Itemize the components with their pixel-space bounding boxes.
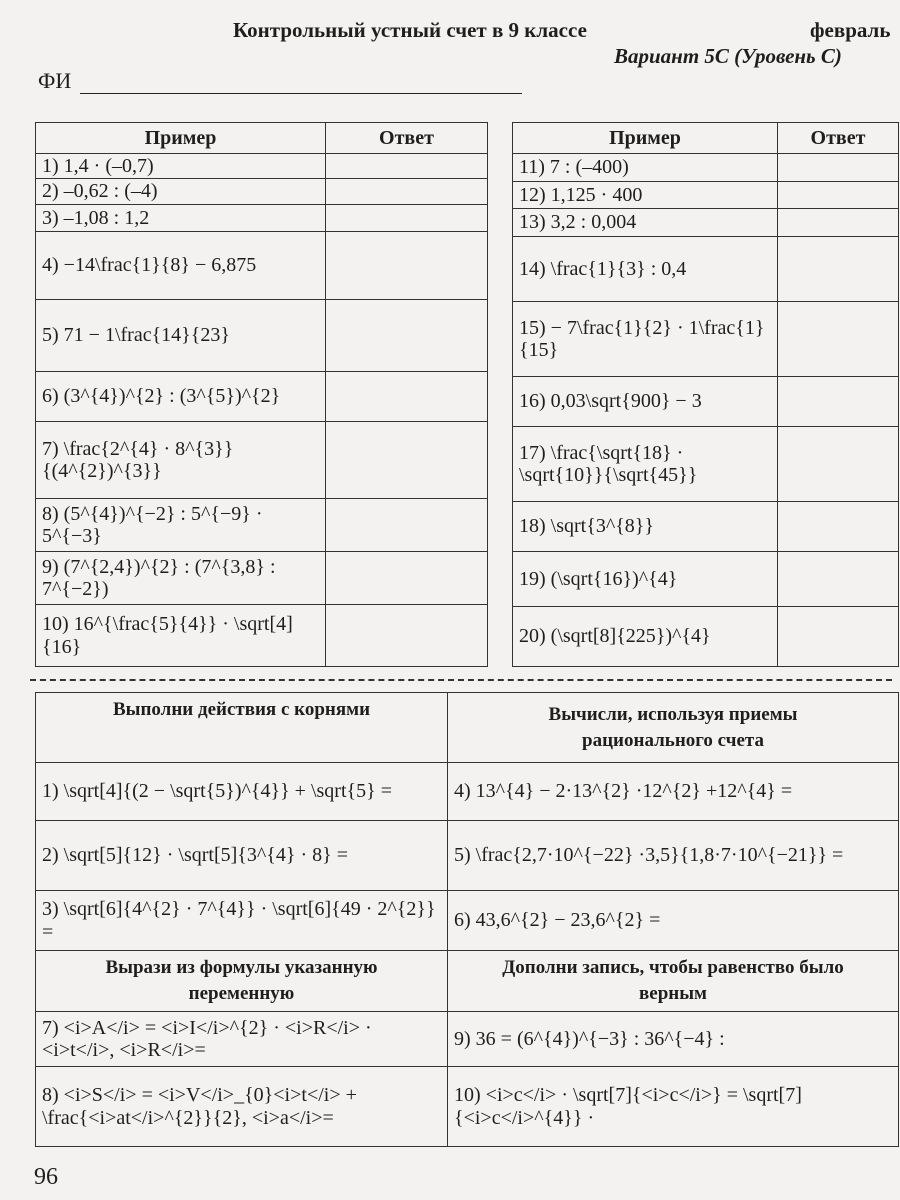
task: 1) \sqrt[4]{(2 − \sqrt{5})^{4}} + \sqrt{5} = bbox=[36, 763, 448, 821]
example: 5) 71 − 1\frac{14}{23} bbox=[36, 300, 326, 372]
answer-cell[interactable] bbox=[778, 209, 899, 237]
task: 9) 36 = (6^{4})^{−3} : 36^{−4} : bbox=[448, 1012, 899, 1067]
example: 2) –0,62 : (–4) bbox=[36, 179, 326, 205]
answer-cell[interactable] bbox=[778, 502, 899, 552]
tasks-table bbox=[35, 692, 899, 1147]
page-number: 96 bbox=[34, 1164, 58, 1190]
task: 5) \frac{2,7·10^{−22} ·3,5}{1,8·7·10^{−21}} = bbox=[448, 821, 899, 891]
answer-cell[interactable] bbox=[778, 607, 899, 667]
answer-cell[interactable] bbox=[326, 179, 488, 205]
answer-cell[interactable] bbox=[778, 182, 899, 209]
task: 6) 43,6^{2} − 23,6^{2} = bbox=[448, 891, 899, 951]
example: 19) (\sqrt{16})^{4} bbox=[513, 552, 778, 607]
example: 17) \frac{\sqrt{18} · \sqrt{10}}{\sqrt{45}} bbox=[513, 427, 778, 502]
answer-cell[interactable] bbox=[778, 552, 899, 607]
page-title: Контрольный устный счет в 9 классе bbox=[233, 18, 587, 42]
example: 8) (5^{4})^{−2} : 5^{−9} · 5^{−3} bbox=[36, 499, 326, 552]
section-header-rational: Вычисли, используя приемы рационального счета bbox=[448, 693, 899, 763]
answer-cell[interactable] bbox=[778, 427, 899, 502]
task: 7) <i>A</i> = <i>I</i>^{2} · <i>R</i> · <i>t</i>, <i>R</i>= bbox=[36, 1012, 448, 1067]
col-example: Пример bbox=[513, 123, 778, 154]
task: 10) <i>c</i> · \sqrt[7]{<i>c</i>} = \sqrt[7]{<i>c</i>^{4}} · bbox=[448, 1067, 899, 1147]
example: 9) (7^{2,4})^{2} : (7^{3,8} : 7^{−2}) bbox=[36, 552, 326, 605]
answer-cell[interactable] bbox=[778, 302, 899, 377]
col-answer: Ответ bbox=[326, 123, 488, 154]
example: 16) 0,03\sqrt{900} − 3 bbox=[513, 377, 778, 427]
answer-cell[interactable] bbox=[326, 300, 488, 372]
task: 3) \sqrt[6]{4^{2} · 7^{4}} · \sqrt[6]{49 · 2^{2}} = bbox=[36, 891, 448, 951]
answer-cell[interactable] bbox=[778, 154, 899, 182]
example: 18) \sqrt{3^{8}} bbox=[513, 502, 778, 552]
name-line bbox=[80, 93, 522, 94]
answer-cell[interactable] bbox=[326, 372, 488, 422]
answer-cell[interactable] bbox=[778, 237, 899, 302]
col-example: Пример bbox=[36, 123, 326, 154]
right-exercise-table bbox=[512, 122, 899, 667]
example: 14) \frac{1}{3} : 0,4 bbox=[513, 237, 778, 302]
cut-line bbox=[30, 679, 892, 681]
answer-cell[interactable] bbox=[326, 154, 488, 179]
section-header-formula: Вырази из формулы указанную переменную bbox=[36, 951, 448, 1012]
example: 13) 3,2 : 0,004 bbox=[513, 209, 778, 237]
task: 2) \sqrt[5]{12} · \sqrt[5]{3^{4} · 8} = bbox=[36, 821, 448, 891]
variant-label: Вариант 5С (Уровень С) bbox=[614, 44, 842, 68]
task: 8) <i>S</i> = <i>V</i>_{0}<i>t</i> + \frac{<i>at</i>^{2}}{2}, <i>a</i>= bbox=[36, 1067, 448, 1147]
left-exercise-table bbox=[35, 122, 488, 667]
section-header-complete: Дополни запись, чтобы равенство было верным bbox=[448, 951, 899, 1012]
answer-cell[interactable] bbox=[326, 552, 488, 605]
answer-cell[interactable] bbox=[326, 422, 488, 499]
answer-cell[interactable] bbox=[326, 205, 488, 232]
answer-cell[interactable] bbox=[326, 232, 488, 300]
answer-cell[interactable] bbox=[326, 605, 488, 667]
example: 3) –1,08 : 1,2 bbox=[36, 205, 326, 232]
example: 20) (\sqrt[8]{225})^{4} bbox=[513, 607, 778, 667]
answer-cell[interactable] bbox=[778, 377, 899, 427]
example: 1) 1,4 · (–0,7) bbox=[36, 154, 326, 179]
task: 4) 13^{4} − 2·13^{2} ·12^{2} +12^{4} = bbox=[448, 763, 899, 821]
example: 15) − 7\frac{1}{2} · 1\frac{1}{15} bbox=[513, 302, 778, 377]
answer-cell[interactable] bbox=[326, 499, 488, 552]
month-label: февраль bbox=[810, 18, 891, 42]
section-header-roots: Выполни действия с корнями bbox=[36, 693, 448, 763]
example: 4) −14\frac{1}{8} − 6,875 bbox=[36, 232, 326, 300]
col-answer: Ответ bbox=[778, 123, 899, 154]
example: 11) 7 : (–400) bbox=[513, 154, 778, 182]
example: 7) \frac{2^{4} · 8^{3}}{(4^{2})^{3}} bbox=[36, 422, 326, 499]
example: 10) 16^{\frac{5}{4}} · \sqrt[4]{16} bbox=[36, 605, 326, 667]
example: 12) 1,125 · 400 bbox=[513, 182, 778, 209]
example: 6) (3^{4})^{2} : (3^{5})^{2} bbox=[36, 372, 326, 422]
name-label: ФИ bbox=[38, 68, 72, 93]
